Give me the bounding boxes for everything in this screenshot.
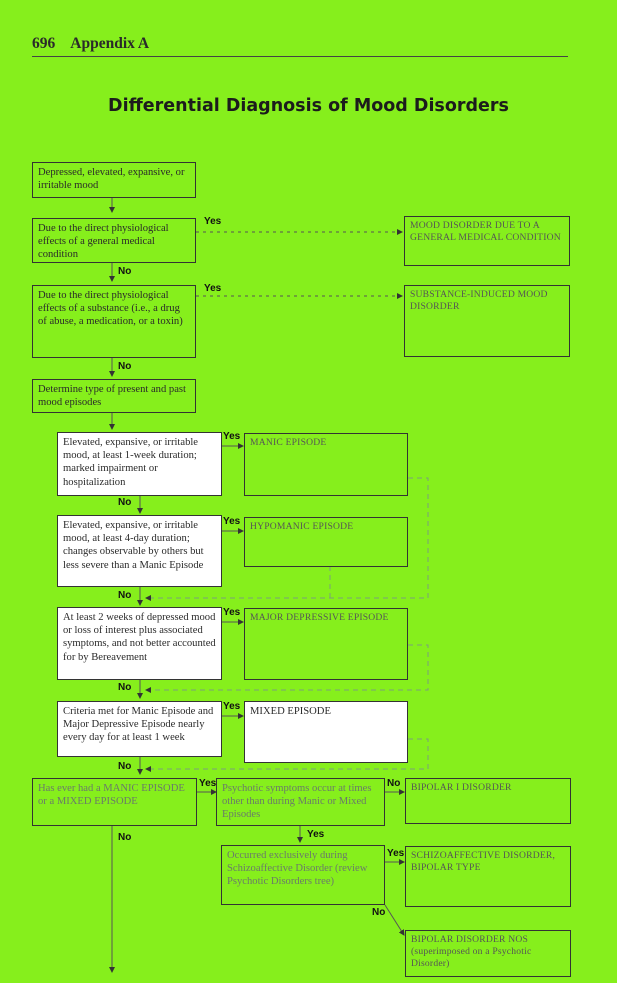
label-mde-no: No (118, 682, 132, 693)
decision-ever-manic: Has ever had a MANIC EPISODE or a MIXED EPISODE (32, 778, 197, 826)
label-schizo-no: No (372, 907, 386, 918)
decision-manic: Elevated, expansive, or irritable mood, at least 1-week duration; marked impairment or hospitalization (57, 432, 222, 496)
decision-episode-type: Determine type of present and past mood episodes (32, 379, 196, 413)
label-mde-yes: Yes (223, 607, 241, 618)
decision-hypomanic: Elevated, expansive, or irritable mood, at least 4-day duration; changes observable by others but less severe than a Manic Episode (57, 515, 222, 587)
result-bipolar-nos: BIPOLAR DISORDER NOS (superimposed on a Psychotic Disorder) (405, 930, 571, 977)
label-gmc-no: No (118, 266, 132, 277)
result-manic: MANIC EPISODE (244, 433, 408, 496)
decision-substance: Due to the direct physiological effects of a substance (i.e., a drug of abuse, a medication, or a toxin) (32, 285, 196, 358)
section-title: Appendix A (70, 35, 150, 52)
label-ever-manic-no: No (118, 832, 132, 843)
label-hypomanic-no: No (118, 590, 132, 601)
result-mde: MAJOR DEPRESSIVE EPISODE (244, 608, 408, 680)
result-gmc: MOOD DISORDER DUE TO A GENERAL MEDICAL CONDITION (404, 216, 570, 266)
label-mixed-yes: Yes (223, 701, 241, 712)
result-hypomanic: HYPOMANIC EPISODE (244, 517, 408, 567)
result-schizoaffective: SCHIZOAFFECTIVE DISORDER, BIPOLAR TYPE (405, 846, 571, 907)
label-substance-yes: Yes (204, 283, 222, 294)
result-substance: SUBSTANCE-INDUCED MOOD DISORDER (404, 285, 570, 357)
result-mixed: MIXED EPISODE (244, 701, 408, 763)
label-ever-manic-yes: Yes (199, 778, 217, 789)
decision-mde: At least 2 weeks of depressed mood or loss of interest plus associated symptoms, and not better accounted for by Bereavement (57, 607, 222, 680)
label-psychotic-yes: Yes (307, 829, 325, 840)
label-manic-no: No (118, 497, 132, 508)
decision-psychotic: Psychotic symptoms occur at times other than during Manic or Mixed Episodes (216, 778, 385, 826)
label-gmc-yes: Yes (204, 216, 222, 227)
decision-mixed: Criteria met for Manic Episode and Major Depressive Episode nearly every day for at least 1 week (57, 701, 222, 757)
arrow-schizo-no (385, 905, 404, 935)
label-schizo-yes: Yes (387, 848, 405, 859)
page-number: 696 (32, 35, 56, 52)
result-bipolar1: BIPOLAR I DISORDER (405, 778, 571, 824)
decision-schizo-only: Occurred exclusively during Schizoaffective Disorder (review Psychotic Disorders tree) (221, 845, 385, 905)
page-title: Differential Diagnosis of Mood Disorders (108, 96, 509, 116)
label-hypomanic-yes: Yes (223, 516, 241, 527)
decision-mood: Depressed, elevated, expansive, or irritable mood (32, 162, 196, 198)
label-mixed-no: No (118, 761, 132, 772)
decision-gmc: Due to the direct physiological effects of a general medical condition (32, 218, 196, 263)
label-psychotic-no: No (387, 778, 401, 789)
label-manic-yes: Yes (223, 431, 241, 442)
label-substance-no: No (118, 361, 132, 372)
